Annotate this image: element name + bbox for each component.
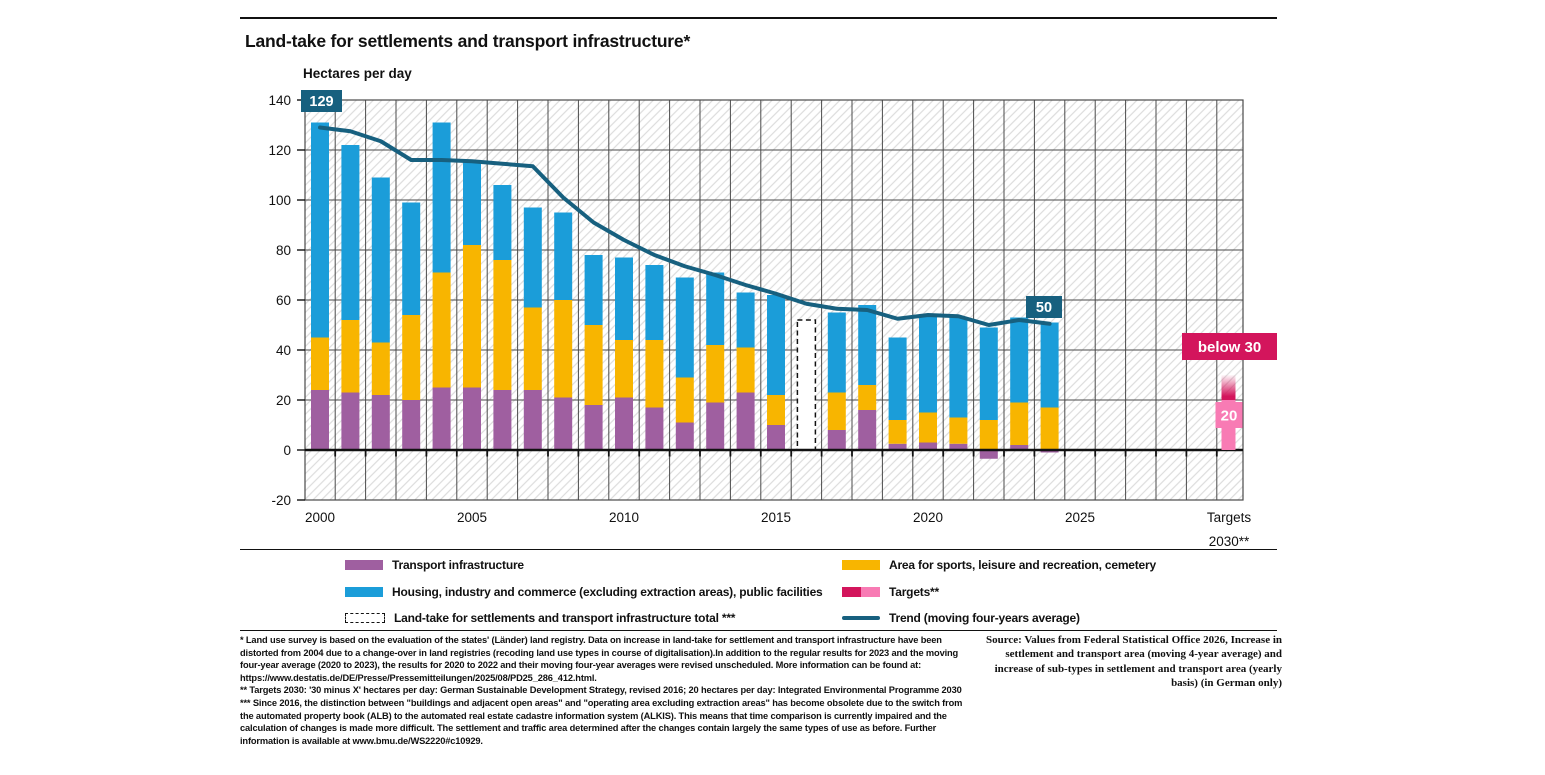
bar-transport-2004 — [433, 388, 451, 451]
bar-housing-2024 — [1041, 323, 1059, 408]
footnotes — [240, 634, 964, 747]
bar-transport-2003 — [402, 400, 420, 450]
bar-housing-2006 — [493, 185, 511, 260]
bar-sports-2008 — [554, 300, 572, 398]
bar-housing-2002 — [372, 178, 390, 343]
bar-transport-2010 — [615, 398, 633, 451]
legend-item-sports — [842, 557, 1156, 573]
bar-sports-2011 — [645, 340, 663, 408]
land-take-chart — [240, 85, 1285, 550]
legend-item-targets — [842, 584, 939, 600]
targets-swatch-light — [861, 587, 880, 597]
bar-transport-2011 — [645, 408, 663, 451]
bar-housing-2010 — [615, 258, 633, 341]
targets-swatch-dark — [842, 587, 861, 597]
x-tick-label: 2015 — [760, 510, 792, 525]
bar-sports-2013 — [706, 345, 724, 403]
top-rule — [240, 17, 1277, 19]
source-note: Source: Values from Federal Statistical Office 2026, Increase in settlement and transport area (moving 4-year average) and increase of sub-types in settlement and transport area (yearly basis) (in German only) — [985, 634, 1282, 689]
bar-housing-2007 — [524, 208, 542, 308]
legend-label: Trend (moving four-years average) — [889, 611, 1080, 625]
bar-housing-2018 — [858, 305, 876, 385]
bar-transport-2017 — [828, 430, 846, 450]
footnote-separator — [240, 630, 1277, 631]
bar-sports-2022 — [980, 420, 998, 450]
bar-transport-2012 — [676, 423, 694, 451]
total-dashed-swatch — [345, 613, 385, 623]
bar-transport-2009 — [585, 405, 603, 450]
legend-item-total — [345, 610, 735, 626]
y-tick-label: 120 — [268, 142, 291, 158]
bar-sports-2017 — [828, 393, 846, 431]
bar-transport-2013 — [706, 403, 724, 451]
bar-sports-2023 — [1010, 403, 1028, 446]
target-below30-label: below 30 — [1197, 339, 1262, 356]
target-below30-bar — [1222, 375, 1236, 400]
y-axis-unit-label: Hectares per day — [303, 66, 412, 81]
bar-transport-2018 — [858, 410, 876, 450]
bar-transport-2015 — [767, 425, 785, 450]
footnote-1: * Land use survey is based on the evaluation of the states' (Länder) land registry. Data on increase in land-take for settlement and transport infrastructure have been distorted from 2004 due to a change-over in land registries (recoding land use types in course of digitalisation).In addition to the regular results for 2023 and the moving four-year average (2020 to 2023), the results for 2020 to 2022 and their moving four-year averages were revised unscheduled. More information can be found at: https://www.destatis.de/DE/Presse/Pressemitteilungen/2025/08/PD25_286_412.html. — [240, 635, 959, 683]
y-tick-label: 140 — [268, 92, 291, 108]
bar-sports-2002 — [372, 343, 390, 396]
targets-axis-label: 2030** — [1208, 534, 1250, 549]
x-tick-label: 2005 — [456, 510, 488, 525]
y-tick-label: 100 — [268, 192, 291, 208]
bar-transport-2006 — [493, 390, 511, 450]
legend-label: Land-take for settlements and transport infrastructure total *** — [394, 611, 736, 625]
footnote-2: ** Targets 2030: '30 minus X' hectares per day: German Sustainable Development Strategy, revised 2016; 20 hectares per day: Integrated Environmental Programme 2030 — [240, 685, 962, 696]
bar-housing-2015 — [767, 295, 785, 395]
bar-transport-2002 — [372, 395, 390, 450]
total-bar-2016 — [797, 320, 815, 450]
bar-transport-2000 — [311, 390, 329, 450]
bar-sports-2012 — [676, 378, 694, 423]
bar-sports-2024 — [1041, 408, 1059, 451]
bar-sports-2019 — [889, 420, 907, 444]
legend-label: Targets** — [889, 585, 939, 599]
y-tick-label: 40 — [275, 342, 291, 358]
bar-housing-2017 — [828, 313, 846, 393]
bar-sports-2010 — [615, 340, 633, 398]
bar-sports-2009 — [585, 325, 603, 405]
legend-separator — [240, 549, 1277, 550]
trend-start-label: 129 — [309, 94, 334, 110]
targets-axis-label: Targets — [1206, 510, 1252, 525]
trend-end-label: 50 — [1035, 300, 1053, 316]
legend-label: Transport infrastructure — [392, 558, 524, 572]
bar-housing-2009 — [585, 255, 603, 325]
bar-transport-2014 — [737, 393, 755, 451]
footnote-3: *** Since 2016, the distinction between "buildings and adjacent open areas" and "operating area excluding extraction areas" has become obsolete due to the switch from the automated property book (ALB) to the automated real estate cadastre information system (ALKIS). This means that time comparison is currently impaired and the calculation of changes is made more difficult. The settlement and traffic area determined after the changes contain largely the same types of use as before. Further information is available at www.bmu.de/WS2220#c10929. — [240, 697, 963, 746]
sports-swatch — [842, 560, 880, 570]
x-tick-label: 2020 — [912, 510, 944, 525]
bar-housing-2012 — [676, 278, 694, 378]
x-tick-label: 2000 — [304, 510, 336, 525]
housing-swatch — [345, 587, 383, 597]
bar-housing-2001 — [341, 145, 359, 320]
y-tick-label: 60 — [275, 292, 291, 308]
bar-transport-2008 — [554, 398, 572, 451]
bar-transport-2007 — [524, 390, 542, 450]
target-20-label: 20 — [1220, 407, 1238, 425]
bar-transport-2005 — [463, 388, 481, 451]
targets-swatch — [842, 587, 880, 597]
legend-item-trend — [842, 610, 1080, 626]
legend-label: Housing, industry and commerce (excluding extraction areas), public facilities — [392, 585, 823, 599]
bar-housing-2020 — [919, 315, 937, 413]
bar-sports-2007 — [524, 308, 542, 391]
y-tick-label: -20 — [271, 492, 291, 508]
bar-sports-2001 — [341, 320, 359, 393]
bar-transport-2001 — [341, 393, 359, 451]
bar-housing-2005 — [463, 160, 481, 245]
bar-sports-2020 — [919, 413, 937, 443]
x-tick-label: 2010 — [608, 510, 640, 525]
bar-sports-2015 — [767, 395, 785, 425]
x-tick-label: 2025 — [1064, 510, 1096, 525]
y-tick-label: 20 — [275, 392, 291, 408]
bar-sports-2021 — [949, 418, 967, 444]
bar-housing-2000 — [311, 123, 329, 338]
bar-housing-2008 — [554, 213, 572, 301]
bar-sports-2003 — [402, 315, 420, 400]
bar-housing-2014 — [737, 293, 755, 348]
bar-housing-2003 — [402, 203, 420, 316]
bar-sports-2018 — [858, 385, 876, 410]
bar-housing-2022 — [980, 328, 998, 421]
transport-swatch — [345, 560, 383, 570]
bar-housing-2011 — [645, 265, 663, 340]
bar-sports-2005 — [463, 245, 481, 388]
legend-item-housing — [345, 584, 823, 600]
bar-housing-2023 — [1010, 318, 1028, 403]
y-tick-label: 0 — [283, 442, 291, 458]
bar-sports-2006 — [493, 260, 511, 390]
legend-item-transport — [345, 557, 524, 573]
bar-sports-2004 — [433, 273, 451, 388]
y-tick-label: 80 — [275, 242, 291, 258]
bar-sports-2014 — [737, 348, 755, 393]
page-title: Land-take for settlements and transport infrastructure* — [245, 31, 691, 51]
bar-housing-2013 — [706, 273, 724, 346]
bar-housing-2019 — [889, 338, 907, 421]
bar-housing-2004 — [433, 123, 451, 273]
bar-sports-2000 — [311, 338, 329, 391]
trend-swatch — [842, 616, 880, 620]
bar-housing-2021 — [949, 318, 967, 418]
legend-label: Area for sports, leisure and recreation, cemetery — [889, 558, 1156, 572]
bar-transport-2022 — [980, 450, 998, 459]
